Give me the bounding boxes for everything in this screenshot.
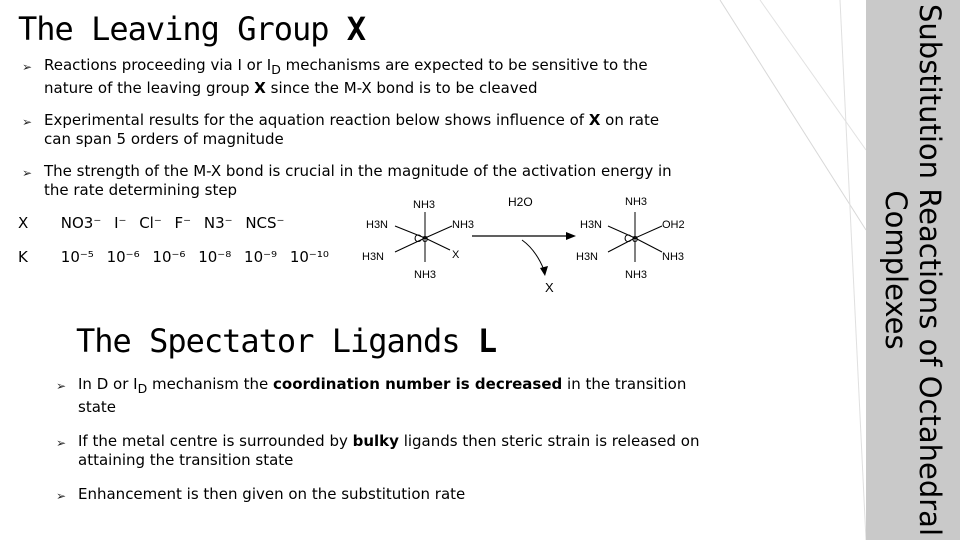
subscript: D	[137, 381, 148, 396]
ligand-label: OH2	[662, 219, 685, 231]
bold-text: bulky	[352, 432, 399, 450]
bullet-arrow-icon: ➢	[22, 60, 33, 74]
leaving-group-value: NCS⁻	[245, 214, 285, 232]
aquation-reaction-diagram	[340, 190, 700, 300]
ligand-label: NH3	[625, 269, 648, 281]
bullet-text: In D or I	[78, 375, 138, 393]
bullet-arrow-icon: ➢	[56, 489, 67, 503]
released-group-label: X	[545, 280, 554, 295]
rate-constant-value: 10⁻⁸	[198, 248, 232, 266]
leaving-group-value: Cl⁻	[139, 214, 162, 232]
bullet-arrow-icon: ➢	[56, 436, 67, 450]
bullet-text: If the metal centre is surrounded by	[78, 432, 353, 450]
bullet-text: since the M-X bond is to be cleaved	[265, 79, 538, 97]
spectator-bullet-list	[56, 375, 716, 519]
subscript: D	[271, 62, 281, 77]
title-text: The Leaving Group	[18, 10, 347, 48]
leaving-group-label: X	[452, 249, 460, 261]
ligand-label: H3N	[580, 219, 603, 231]
bold-text: coordination number is decreased	[273, 375, 563, 393]
section-title-symbol: L	[477, 322, 497, 360]
ligand-label: H3N	[362, 251, 385, 263]
bullet-item	[22, 56, 682, 98]
leaving-group-value: N3⁻	[203, 214, 233, 232]
rate-constant-value: 10⁻⁹	[244, 248, 278, 266]
leaving-group-value: F⁻	[174, 214, 192, 232]
bullet-text: ligands then steric strain is released on attaining the transition state	[78, 432, 700, 469]
bullet-item	[56, 485, 716, 504]
bullet-item	[22, 111, 682, 149]
ligand-label: NH3	[662, 251, 685, 263]
rate-constant-value: 10⁻⁵	[60, 248, 94, 266]
leaving-group-value: I⁻	[114, 214, 127, 232]
bullet-text: mechanisms are expected to be sensitive to the nature of the leaving group	[44, 56, 648, 97]
ligand-label: H3N	[366, 219, 389, 231]
sidebar-title: Substitution Reactions of Octahedral Complexes	[879, 4, 947, 536]
bold-text: X	[254, 79, 266, 97]
bullet-text: Enhancement is then given on the substitution rate	[78, 485, 466, 503]
slide-title	[18, 10, 365, 48]
metal-label: Co	[414, 233, 429, 245]
rate-constant-value: 10⁻⁶	[106, 248, 140, 266]
row-label: X	[18, 214, 29, 232]
bullet-text: Experimental results for the aquation reaction below shows influence of	[44, 111, 589, 129]
rate-constant-value: 10⁻⁶	[152, 248, 186, 266]
bullet-item	[56, 375, 716, 417]
bullet-arrow-icon: ➢	[22, 166, 33, 180]
bullet-text: mechanism the	[147, 375, 274, 393]
rate-constant-row	[18, 248, 337, 266]
reaction-arrow	[472, 195, 576, 295]
ligand-label: NH3	[413, 199, 436, 211]
bullet-text: on rate can span 5 orders of magnitude	[44, 111, 660, 148]
bullet-text: Reactions proceeding via I or I	[44, 56, 272, 74]
leaving-group-row	[18, 214, 292, 232]
section-title	[76, 322, 496, 360]
bullet-text: in the transition state	[78, 375, 687, 416]
ligand-label: NH3	[625, 196, 648, 208]
ligand-label: H3N	[576, 251, 599, 263]
bold-text: X	[588, 111, 601, 129]
reagent-label: H2O	[508, 195, 533, 209]
bullet-arrow-icon: ➢	[22, 115, 33, 129]
row-label: K	[18, 248, 28, 266]
ligand-label: NH3	[414, 269, 437, 281]
title-symbol: X	[346, 10, 366, 48]
leaving-group-value: NO3⁻	[60, 214, 102, 232]
bullet-text: The strength of the M-X bond is crucial in the magnitude of the activation energy in the rate determining step	[44, 162, 672, 199]
ligand-label: NH3	[452, 219, 475, 231]
product-complex	[576, 196, 685, 281]
rate-constant-value: 10⁻¹⁰	[289, 248, 329, 266]
bullet-arrow-icon: ➢	[56, 379, 67, 393]
metal-label: Co	[624, 233, 639, 245]
reactant-complex	[362, 199, 474, 281]
bullet-item	[56, 432, 716, 470]
section-title-text: The Spectator Ligands	[76, 322, 478, 360]
